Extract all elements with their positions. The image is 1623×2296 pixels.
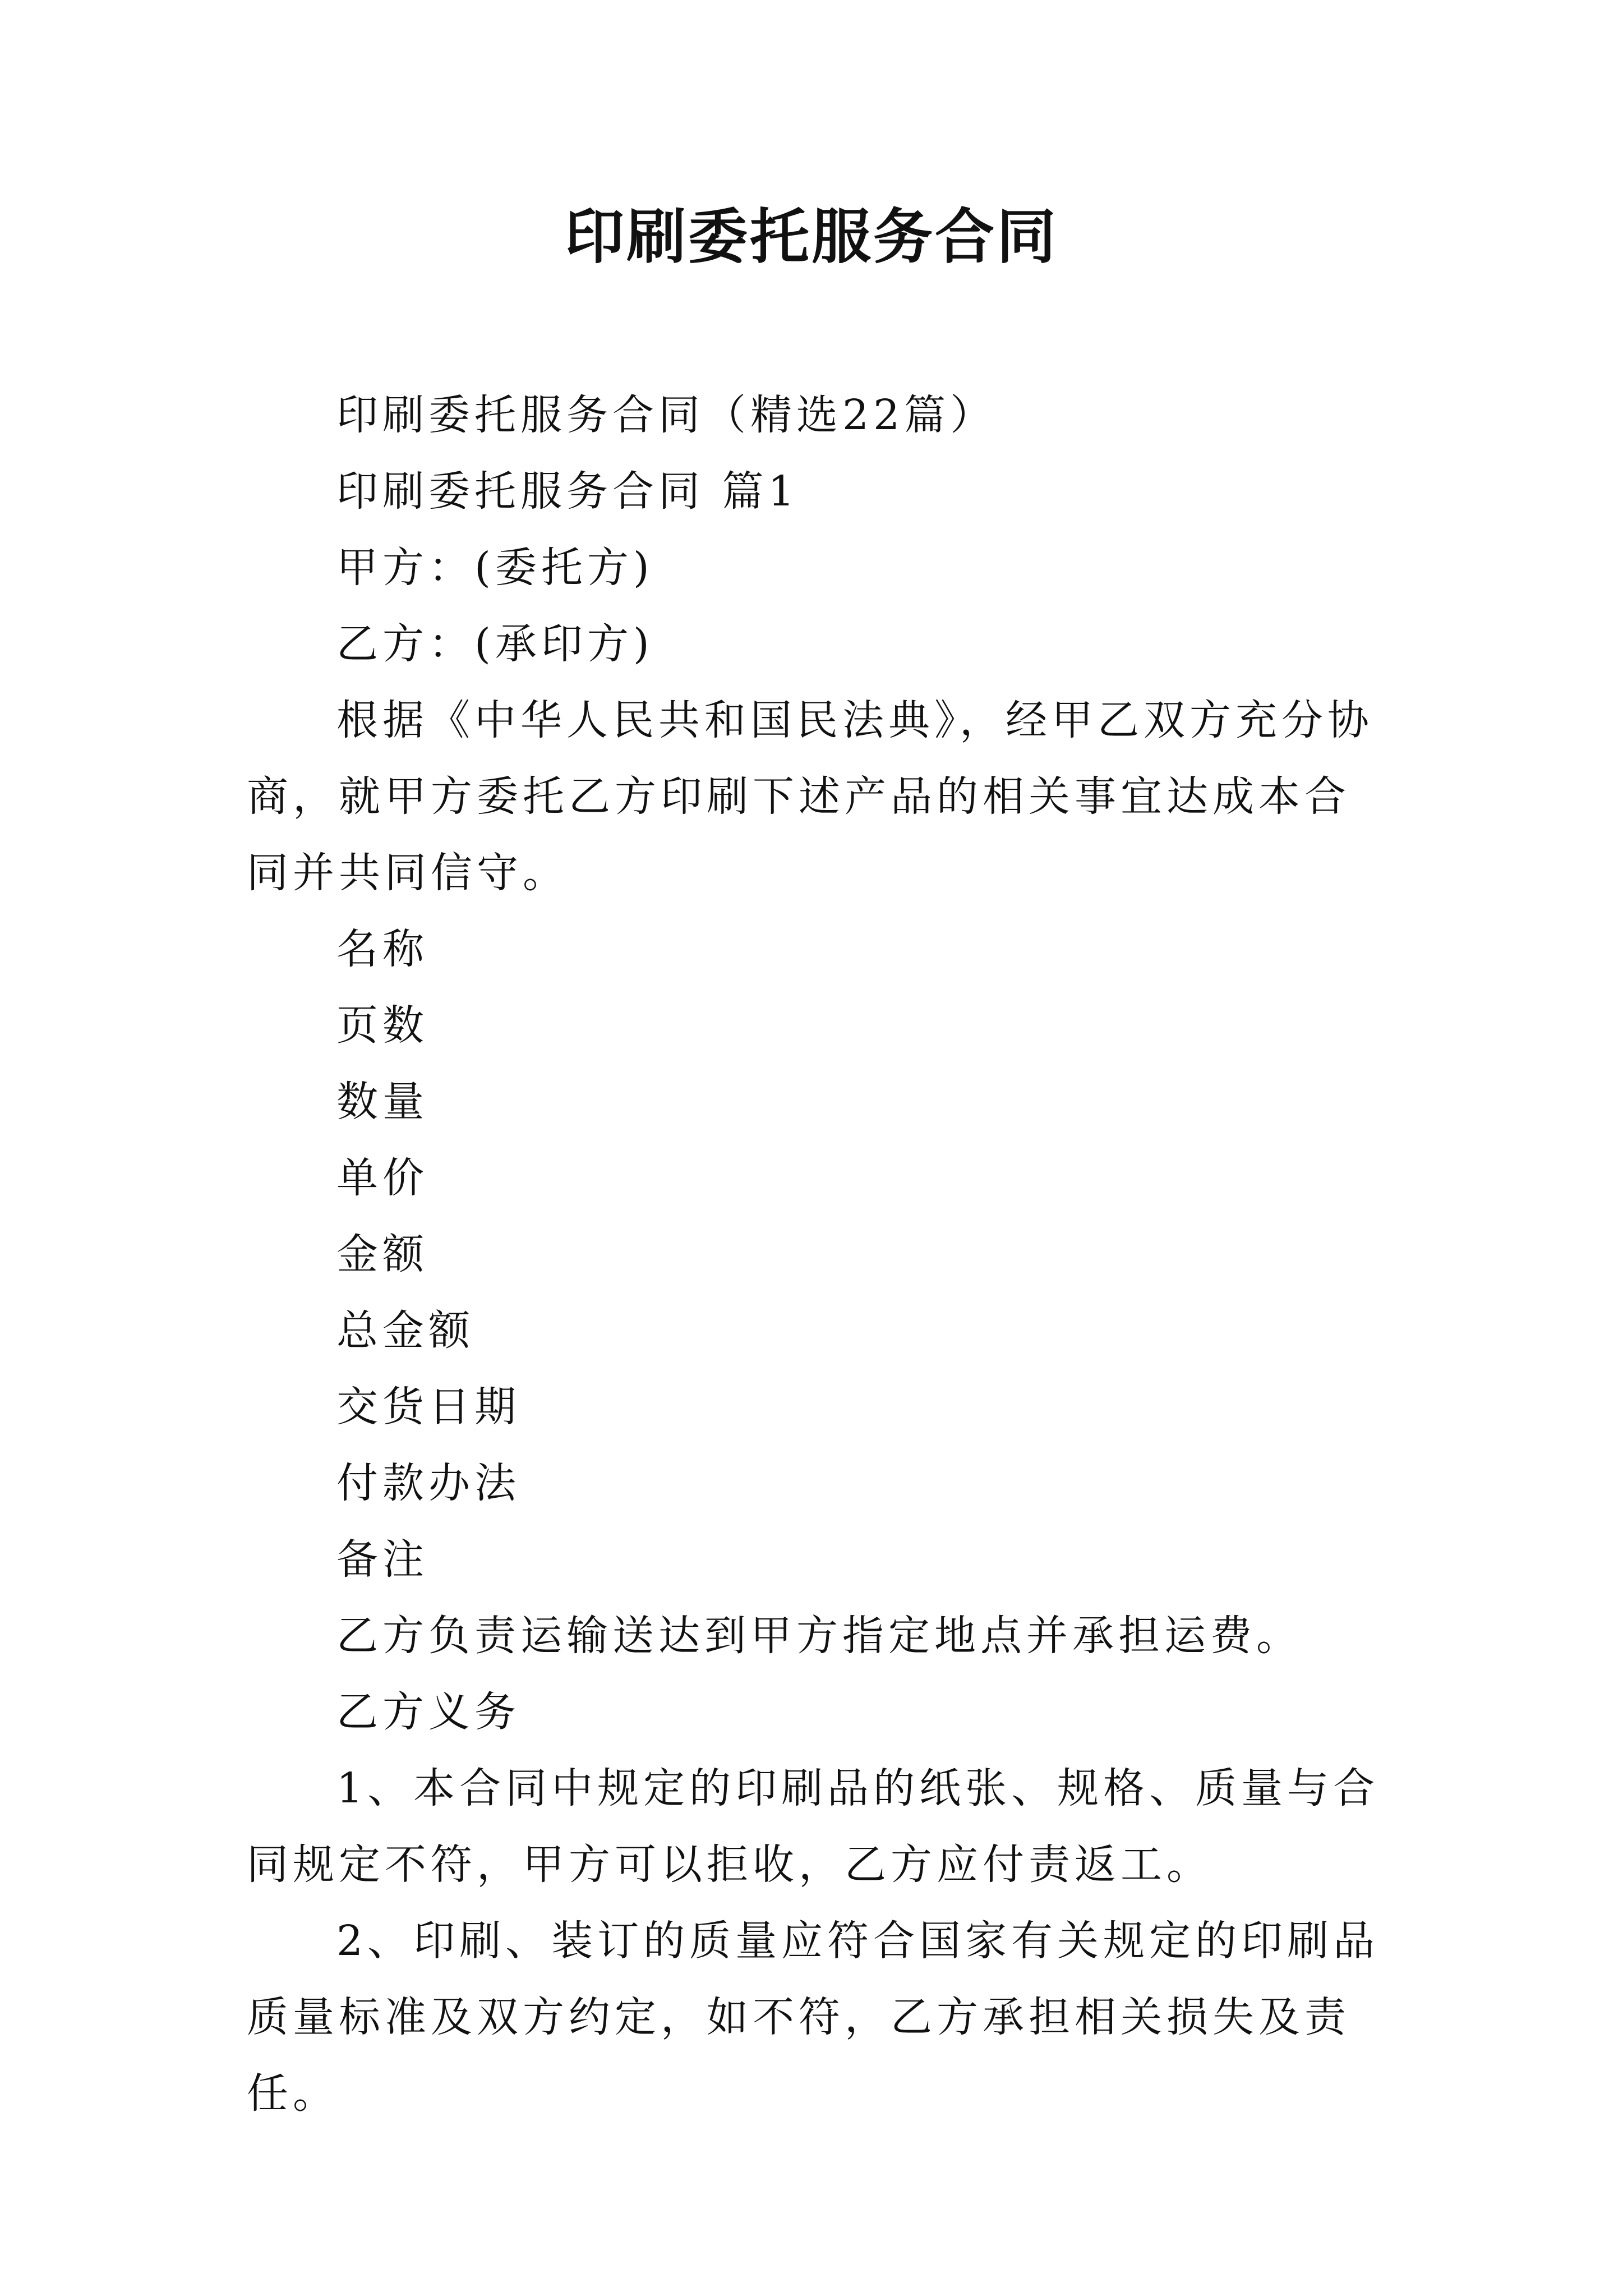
paragraph-subtitle: 印刷委托服务合同（精选22篇）: [336, 391, 997, 439]
paragraph-party-b-obligations: 乙方义务: [336, 1688, 520, 1736]
document-body: [247, 377, 1391, 2132]
field-pages: 页数: [336, 1001, 428, 1050]
paragraph-section-heading: 印刷委托服务合同 篇1: [336, 467, 799, 516]
field-name: 名称: [336, 925, 428, 973]
field-unit-price: 单价: [336, 1154, 428, 1202]
field-total-amount: 总金额: [336, 1306, 474, 1355]
document-title: 印刷委托服务合同: [565, 201, 1058, 272]
clause-2: 2、印刷、装订的质量应符合国家有关规定的印刷品质量标准及双方约定，如不符，乙方承担相关损失及责任。: [247, 1917, 1380, 2118]
paragraph-party-b: 乙方：(承印方): [336, 620, 654, 668]
paragraph-preamble: 根据《中华人民共和国民法典》，经甲乙双方充分协商，就甲方委托乙方印刷下述产品的相关事宜达成本合同并共同信守。: [247, 696, 1373, 897]
field-payment-method: 付款办法: [336, 1459, 520, 1507]
clause-1: 1、本合同中规定的印刷品的纸张、规格、质量与合同规定不符，甲方可以拒收，乙方应付责返工。: [247, 1764, 1380, 1889]
paragraph-party-a: 甲方：(委托方): [336, 544, 654, 592]
field-amount: 金额: [336, 1230, 428, 1278]
field-remarks: 备注: [336, 1535, 428, 1584]
paragraph-shipping: 乙方负责运输送达到甲方指定地点并承担运费。: [336, 1612, 1302, 1660]
field-quantity: 数量: [336, 1078, 428, 1126]
field-delivery-date: 交货日期: [336, 1383, 520, 1431]
